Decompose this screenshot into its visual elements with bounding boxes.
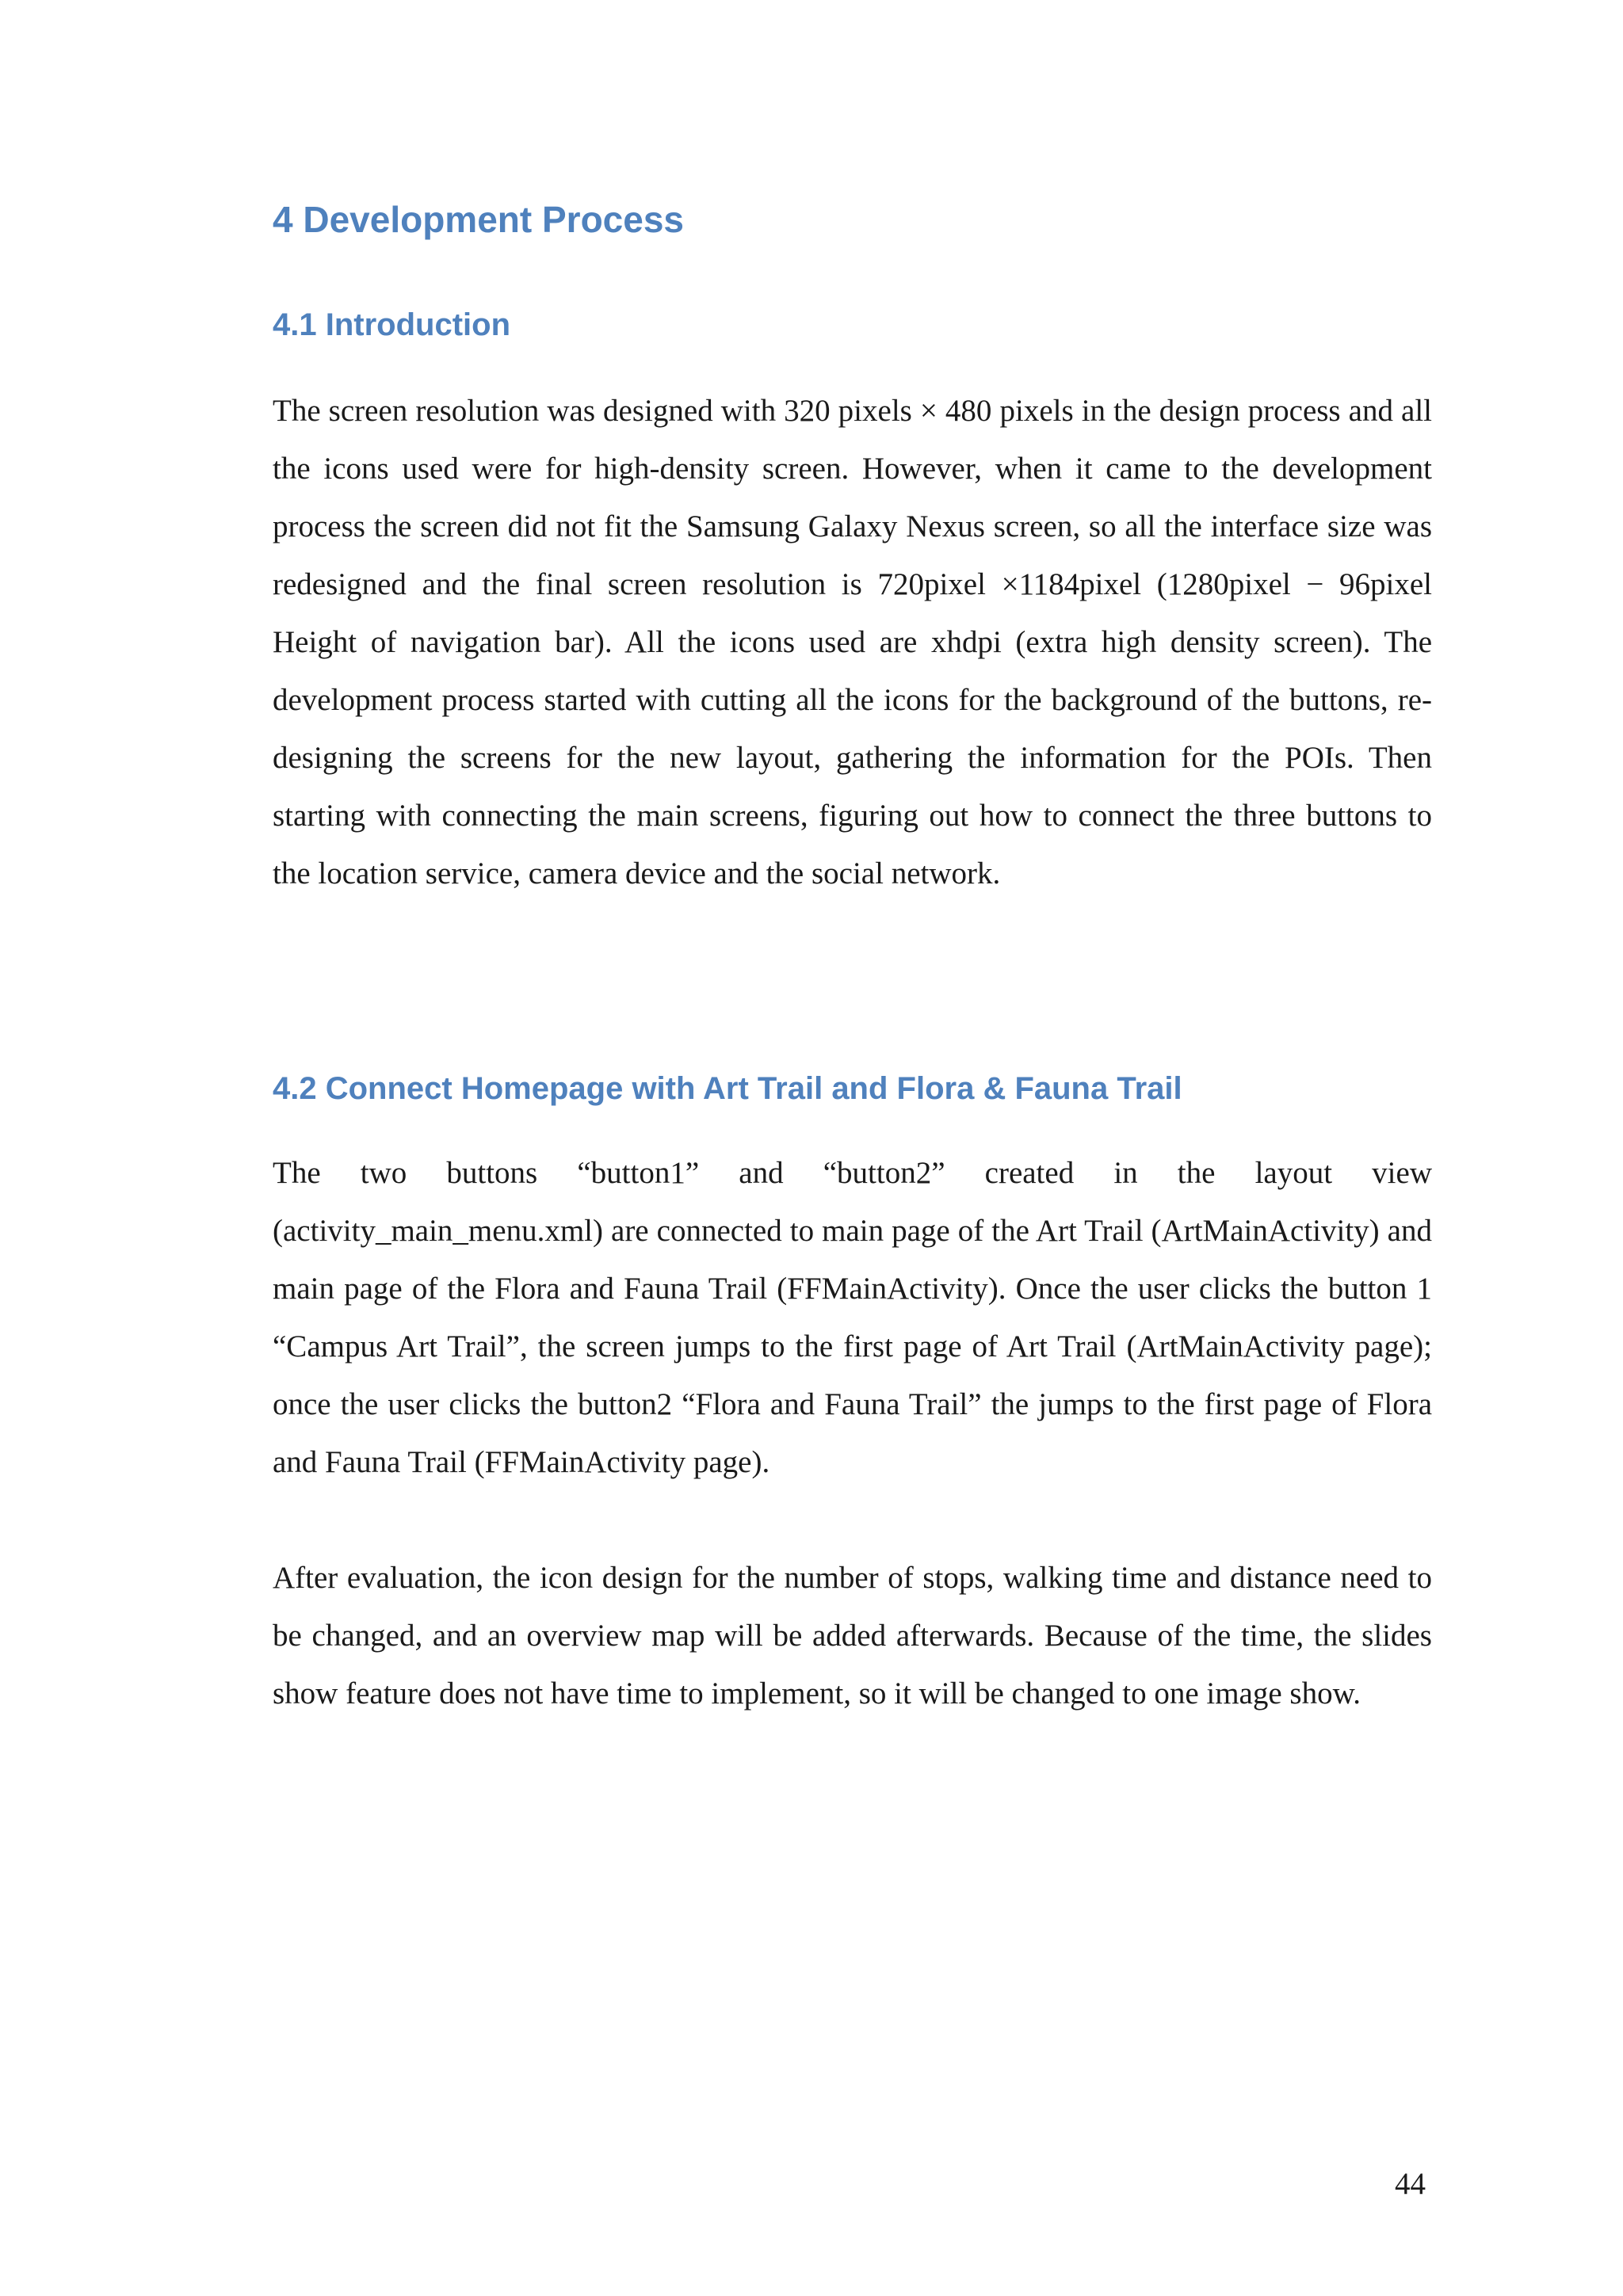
page-number: 44 xyxy=(1395,2167,1426,2201)
subsection-title-connect-homepage: 4.2 Connect Homepage with Art Trail and Flora & Fauna Trail xyxy=(273,1071,1182,1106)
paragraph-evaluation: After evaluation, the icon design for the number of stops, walking time and distance need to be changed, and an overview map will be added afterwards. Because of the time, the slides show feature does not have time to implement, so it will be changed to one image show. xyxy=(273,1561,1432,1711)
paragraph-introduction: The screen resolution was designed with 320 pixels × 480 pixels in the design process and all the icons used were for high-density screen. However, when it came to the development process the screen did not fit the Samsung Galaxy Nexus screen, so all the interface size was redesigned and the final screen resolution is 720pixel ×1184pixel (1280pixel − 96pixel Height of navigation bar). All the icons used are xhdpi (extra high density screen). The development process started with cutting all the icons for the background of the buttons, re-designing the screens for the new layout, gathering the information for the POIs. Then starting with connecting the main screens, figuring out how to connect the three buttons to the location service, camera device and the social network. xyxy=(273,394,1432,891)
subsection-title-introduction: 4.1 Introduction xyxy=(273,307,510,342)
section-title: 4 Development Process xyxy=(273,199,685,240)
paragraph-connect-buttons: The two buttons “button1” and “button2” created in the layout view (activity_main_menu.xml) are connected to main page of the Art Trail (ArtMainActivity) and main page of the Flora and Fauna Trail (FFMainActivity). Once the user clicks the button 1 “Campus Art Trail”, the screen jumps to the first page of Art Trail (ArtMainActivity page); once the user clicks the button2 “Flora and Fauna Trail” the jumps to the first page of Flora and Fauna Trail (FFMainActivity page). xyxy=(273,1156,1432,1479)
